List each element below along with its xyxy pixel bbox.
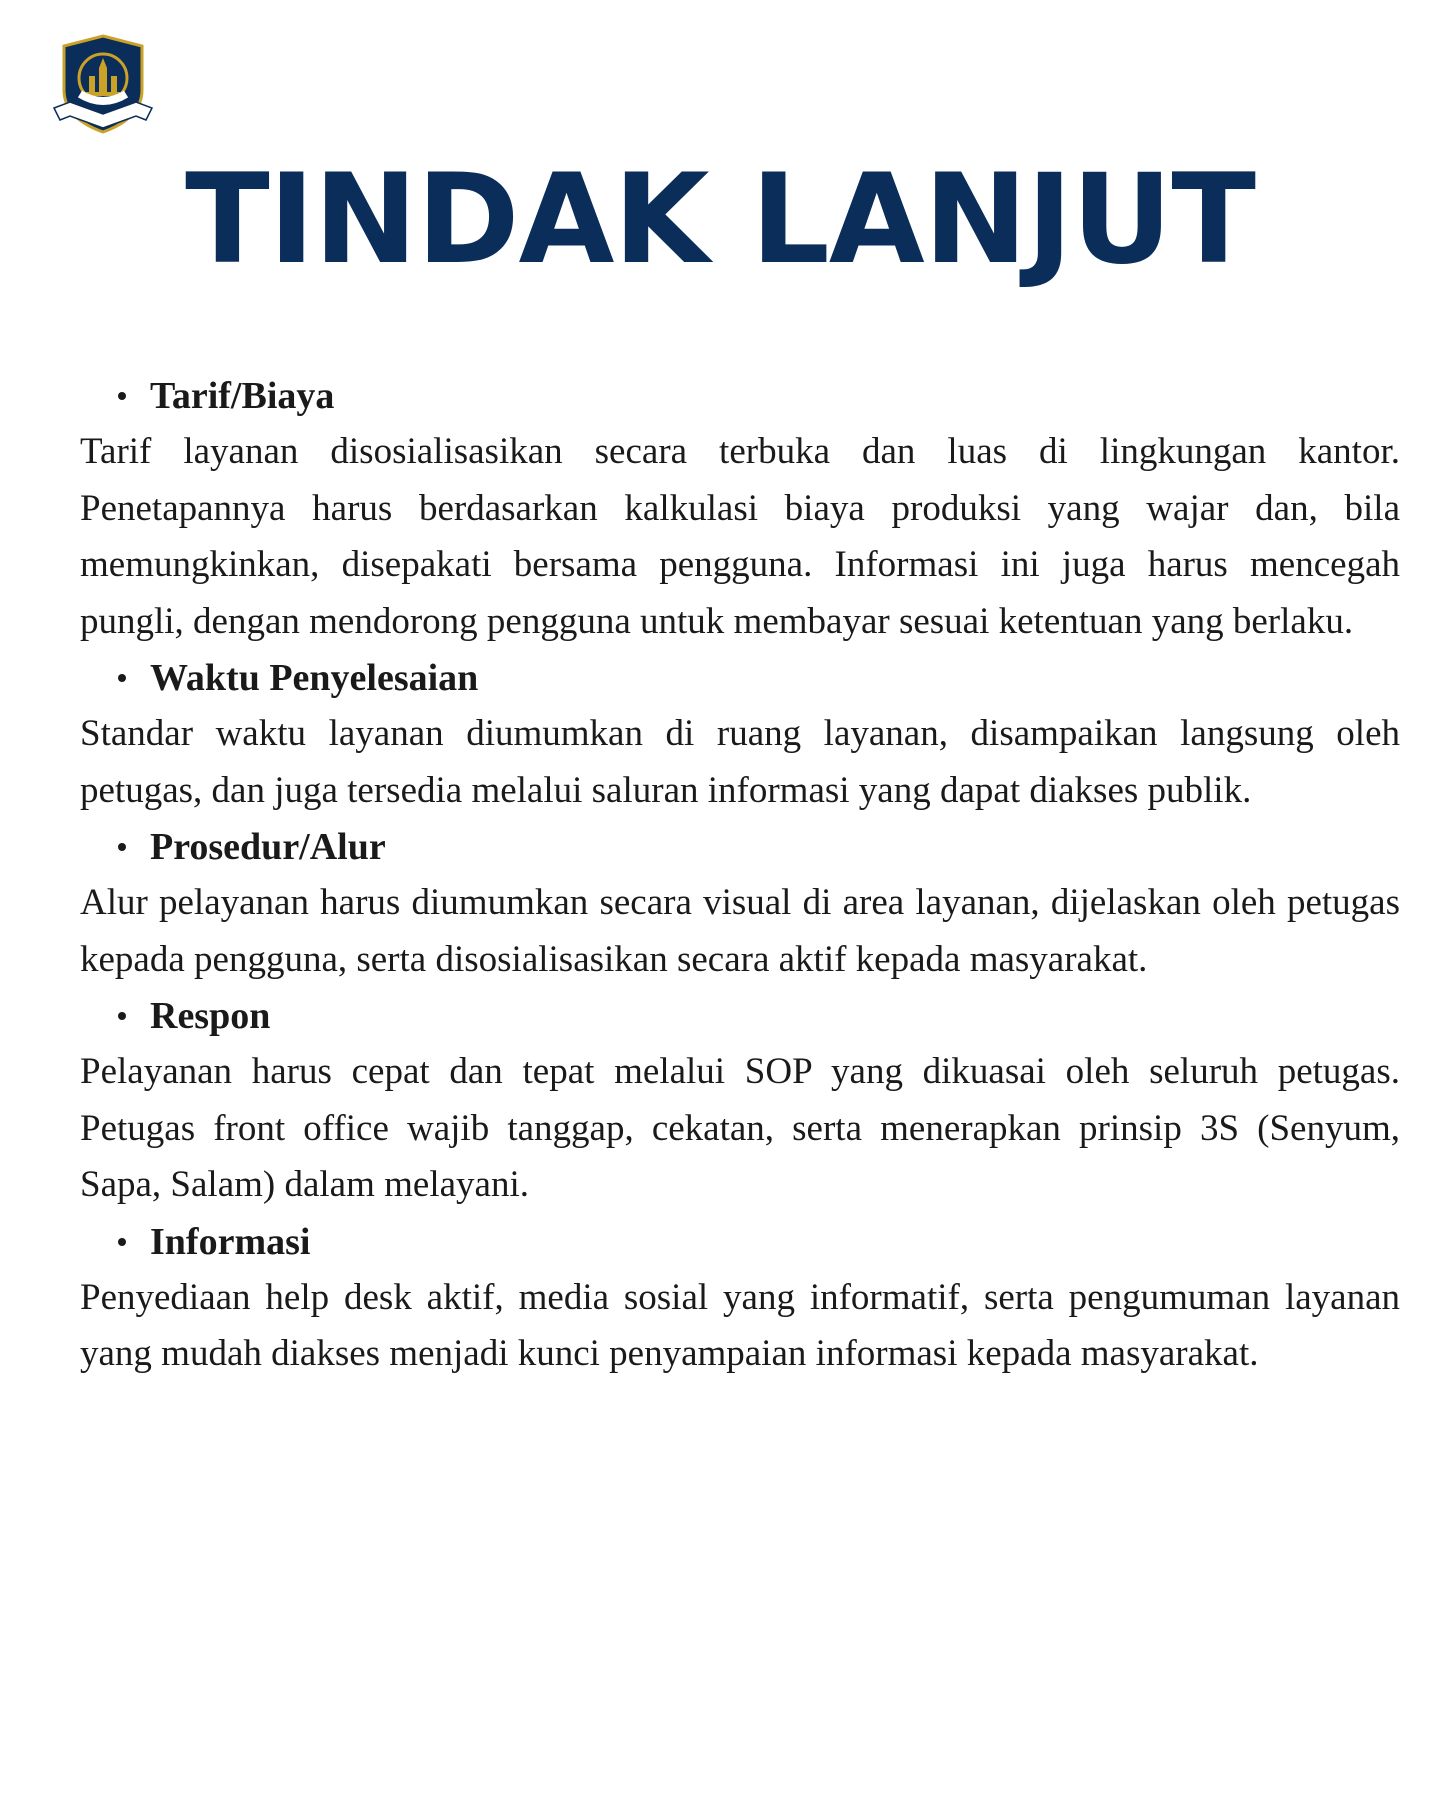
bullet-icon	[118, 392, 126, 400]
bullet-icon	[118, 843, 126, 851]
section-body: Alur pelayanan harus diumumkan secara visual di area layanan, dijelaskan oleh petugas kepada pengguna, serta disosialisasikan secara aktif kepada masyarakat.	[80, 882, 1400, 980]
page-title: TINDAK LANJUT	[185, 148, 1255, 292]
section-heading	[80, 650, 1400, 706]
section-heading	[80, 368, 1400, 424]
section-body: Pelayanan harus cepat dan tepat melalui SOP yang dikuasai oleh seluruh petugas. Petugas front office wajib tanggap, cekatan, serta menerapkan prinsip 3S (Senyum, Sapa, Salam) dalam melayani.	[80, 1051, 1400, 1205]
section-respon	[80, 988, 1400, 1214]
section-waktu-penyelesaian	[80, 650, 1400, 819]
section-heading-label: Informasi	[150, 1220, 311, 1263]
imigrasi-logo-icon	[50, 32, 156, 138]
section-heading-label: Waktu Penyelesaian	[150, 657, 479, 699]
section-heading-label: Respon	[150, 995, 271, 1037]
content-list	[80, 368, 1400, 1383]
section-prosedur-alur	[80, 819, 1400, 988]
section-body: Standar waktu layanan diumumkan di ruang layanan, disampaikan langsung oleh petugas, dan juga tersedia melalui saluran informasi yang dapat diakses publik.	[80, 713, 1400, 811]
section-tarif-biaya	[80, 368, 1400, 650]
section-heading-label: Prosedur/Alur	[150, 826, 386, 868]
bullet-icon	[118, 1012, 126, 1020]
section-heading	[80, 988, 1400, 1044]
section-informasi	[80, 1214, 1400, 1383]
bullet-icon	[118, 674, 126, 682]
section-heading	[80, 819, 1400, 875]
section-body: Penyediaan help desk aktif, media sosial yang informatif, serta pengumuman layanan yang mudah diakses menjadi kunci penyampaian informasi kepada masyarakat.	[80, 1276, 1400, 1374]
section-heading-label: Tarif/Biaya	[150, 375, 335, 417]
section-body: Tarif layanan disosialisasikan secara terbuka dan luas di lingkungan kantor. Penetapannya harus berdasarkan kalkulasi biaya produksi yang wajar dan, bila memungkinkan, disepakati bersama pengguna. Informasi ini juga harus mencegah pungli, dengan mendorong pengguna untuk membayar sesuai ketentuan yang berlaku.	[80, 431, 1400, 642]
bullet-icon	[118, 1238, 126, 1246]
section-heading	[80, 1214, 1400, 1270]
